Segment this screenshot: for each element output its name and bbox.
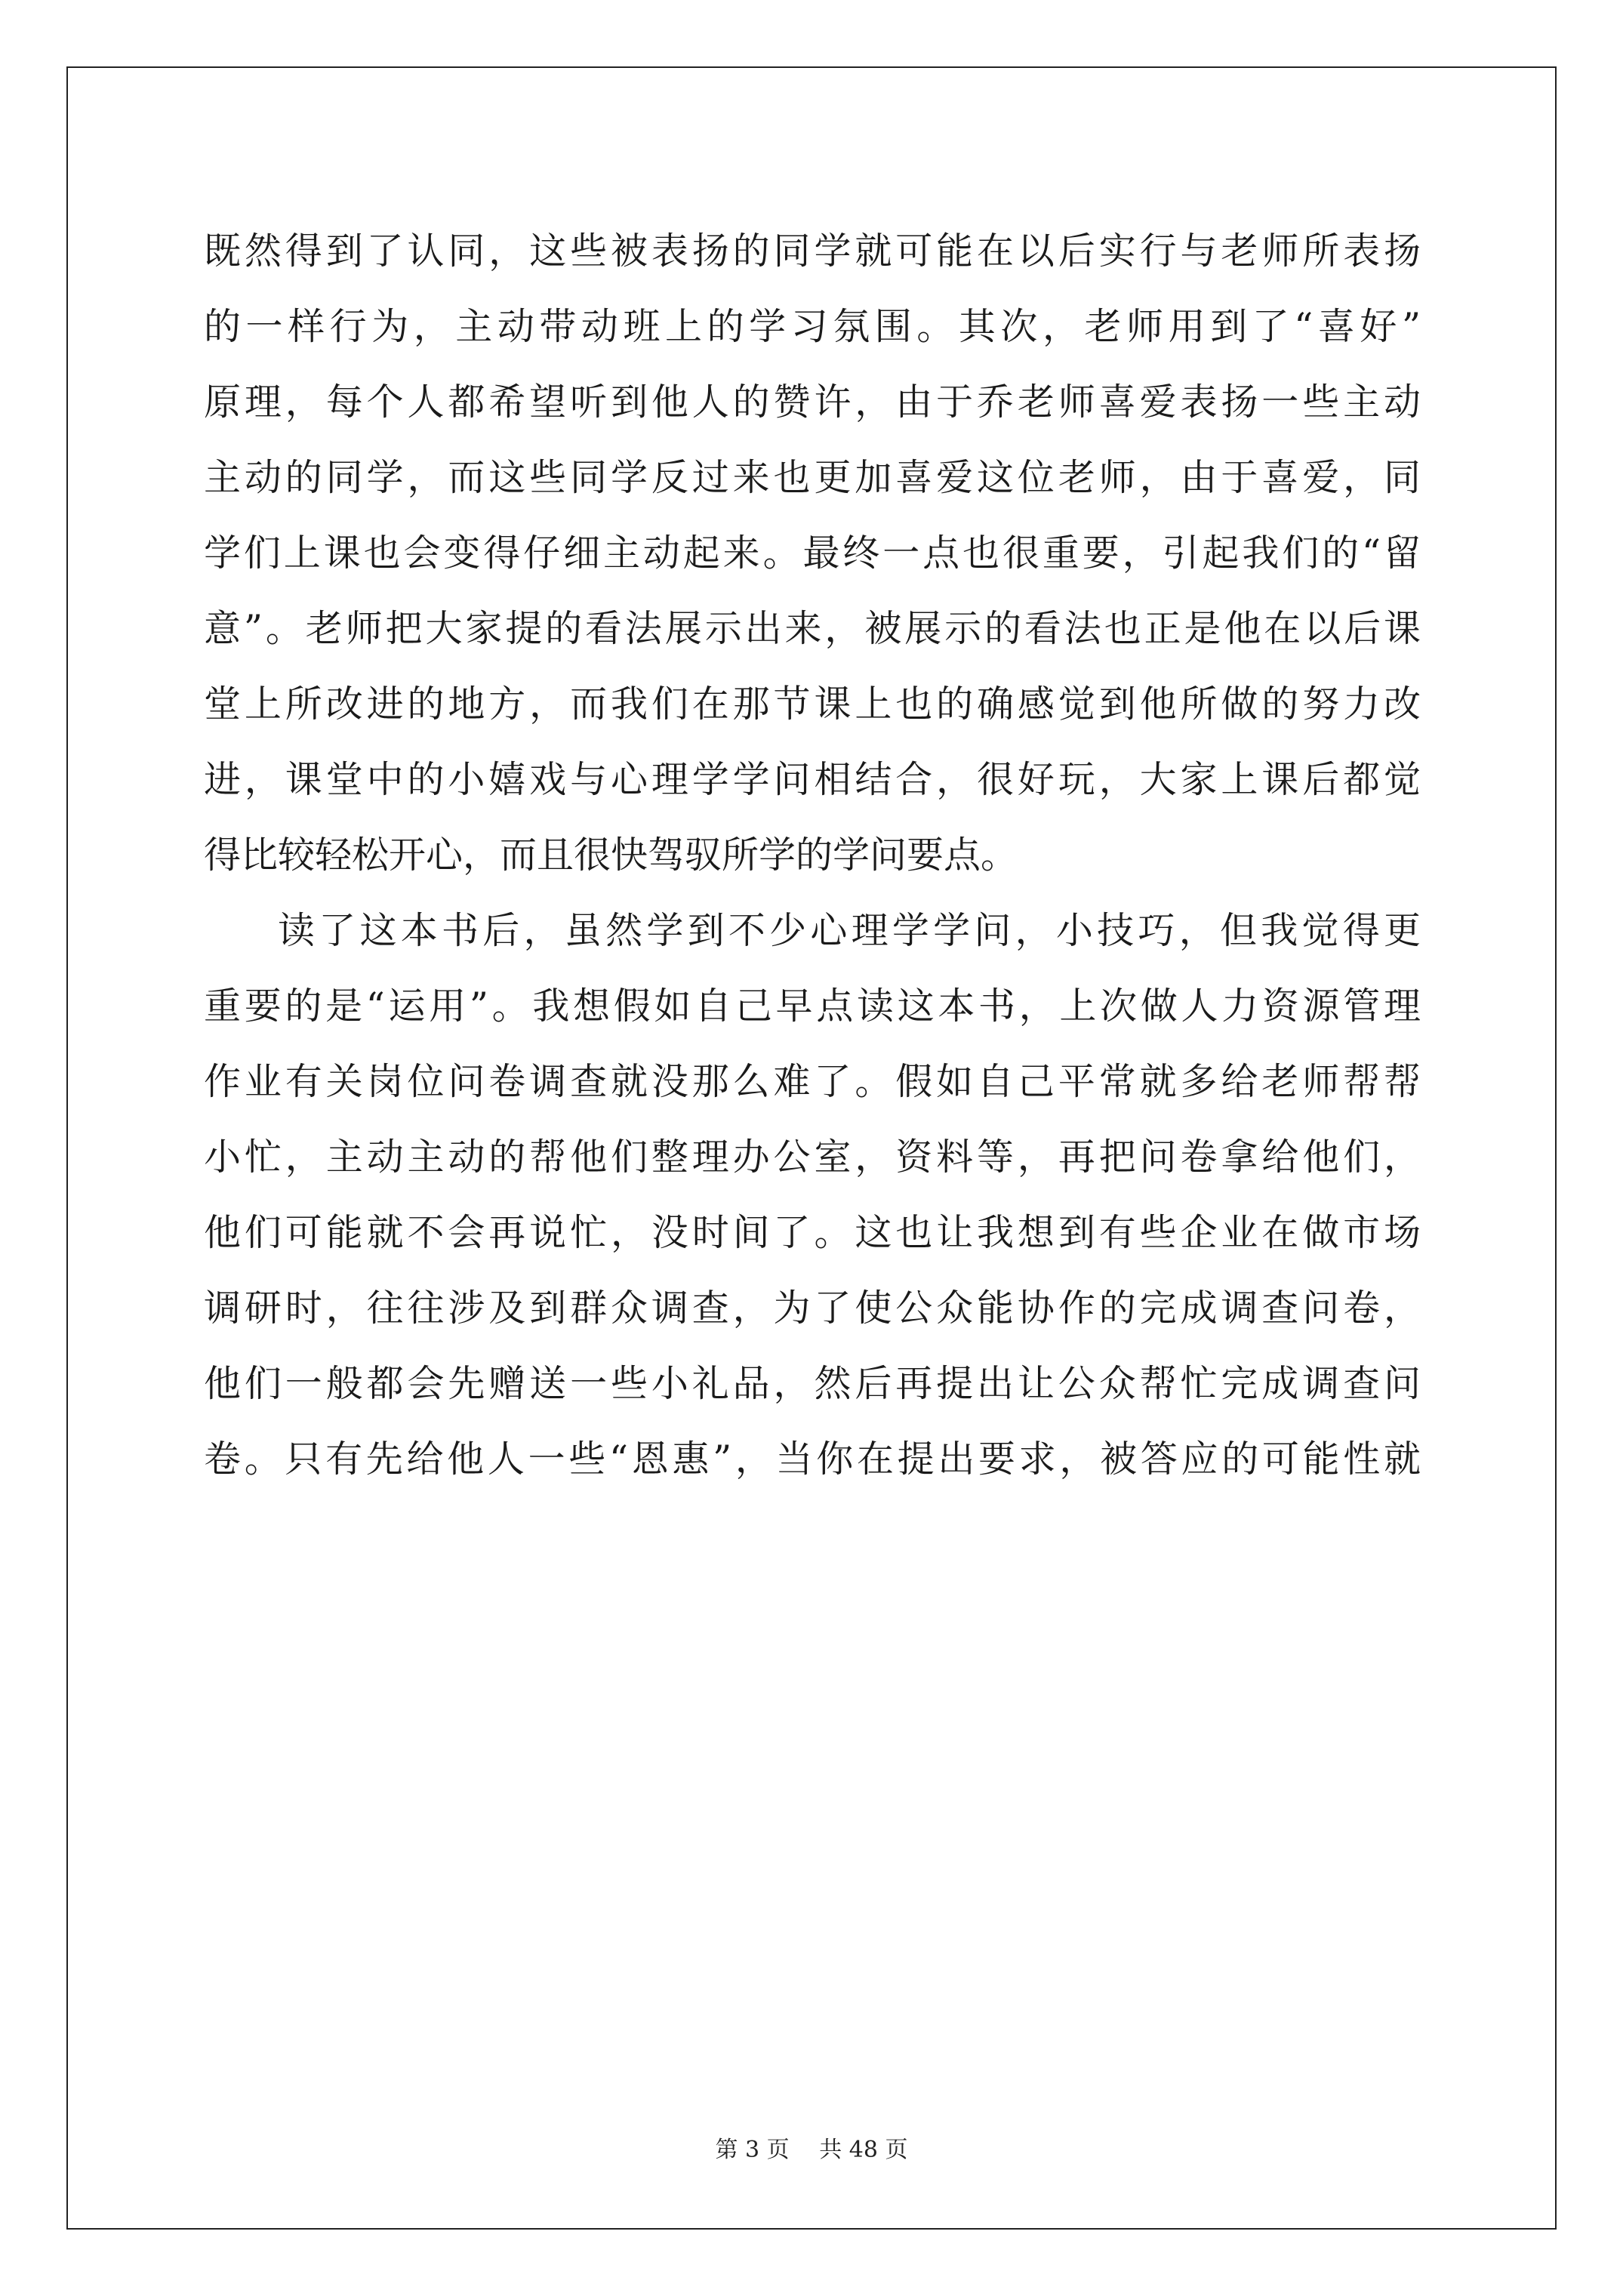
text-line: 他们可能就不会再说忙，没时间了。这也让我想到有些企业在做市场 [204, 1211, 1421, 1254]
text-line: 调研时，往往涉及到群众调查，为了使公众能协作的完成调查问卷， [204, 1287, 1421, 1330]
text-line: 小忙，主动主动的帮他们整理办公室，资料等，再把问卷拿给他们， [204, 1136, 1421, 1179]
page-number-footer: 第 3 页 共 48 页 [715, 2137, 908, 2163]
text-line: 作业有关岗位问卷调查就没那么难了。假如自己平常就多给老师帮帮 [204, 1060, 1421, 1103]
text-line: 既然得到了认同，这些被表扬的同学就可能在以后实行与老师所表扬 [204, 230, 1421, 273]
text-line: 学们上课也会变得仔细主动起来。最终一点也很重要，引起我们的“留 [204, 532, 1421, 575]
text-line: 的一样行为，主动带动班上的学习氛围。其次，老师用到了“喜好” [204, 305, 1421, 348]
text-line: 意”。老师把大家提的看法展示出来，被展示的看法也正是他在以后课 [204, 607, 1421, 650]
text-line: 主动的同学，而这些同学反过来也更加喜爱这位老师，由于喜爱，同 [204, 456, 1421, 499]
text-line: 堂上所改进的地方，而我们在那节课上也的确感觉到他所做的努力改 [204, 683, 1421, 726]
text-line: 进，课堂中的小嬉戏与心理学学问相结合，很好玩，大家上课后都觉 [204, 758, 1421, 801]
text-line: 得比较轻松开心，而且很快驾驭所学的学问要点。 [204, 834, 1018, 877]
text-line: 重要的是“运用”。我想假如自己早点读这本书，上次做人力资源管理 [204, 985, 1421, 1028]
text-line: 他们一般都会先赠送一些小礼品，然后再提出让公众帮忙完成调查问 [204, 1362, 1421, 1405]
text-line: 原理，每个人都希望听到他人的赞许，由于乔老师喜爱表扬一些主动 [204, 381, 1421, 424]
text-line: 读了这本书后，虽然学到不少心理学学问，小技巧，但我觉得更 [278, 909, 1421, 952]
text-line: 卷。只有先给他人一些“恩惠”，当你在提出要求，被答应的可能性就 [204, 1438, 1421, 1481]
